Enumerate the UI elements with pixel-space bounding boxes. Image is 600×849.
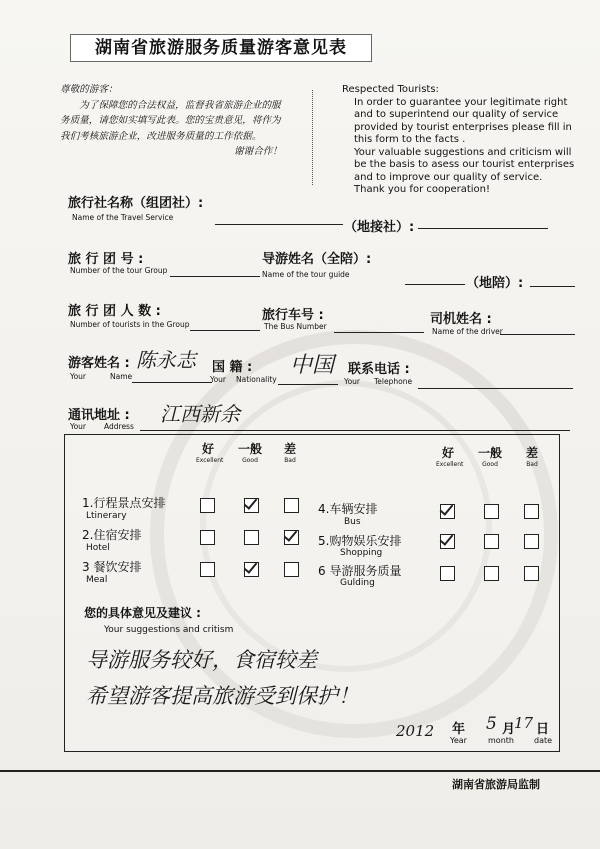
bus-number-label: 旅行车号 : [262, 308, 324, 323]
address-label-en-a: Your [70, 422, 87, 431]
driver-name-label-en: Name of the driver [432, 327, 503, 336]
date-year-cn: 年 [452, 722, 466, 737]
intro-en-p2: Your valuable suggestions and criticism will be the basis to asess our tourist enterprises and to improve our quality of service. [354, 146, 575, 183]
nationality-label: 国 籍 : [212, 360, 253, 375]
checkbox-itinerary-bad[interactable] [284, 498, 299, 513]
address-value[interactable]: 江西新余 [160, 402, 240, 426]
checkbox-bus-bad[interactable] [524, 504, 539, 519]
nationality-label-en-a: Your [210, 375, 227, 384]
tourist-name-label-en-a: Your [70, 372, 87, 381]
date-day-en: date [534, 736, 553, 745]
form-title: 湖南省旅游服务质量游客意见表 [70, 34, 372, 62]
checkbox-hotel-bad[interactable] [284, 530, 299, 545]
intro-divider [312, 90, 313, 185]
intro-en-greeting: Respected Tourists: [342, 84, 439, 95]
rating-item-shopping-label-en: Shopping [340, 548, 383, 558]
date-month-en: month [488, 736, 514, 745]
group-size-label: 旅 行 团 人 数 : [68, 304, 161, 319]
intro-cn-thanks: 谢谢合作！ [234, 146, 282, 157]
local-agency-field[interactable] [418, 228, 548, 229]
nationality-value[interactable]: 中国 [290, 353, 335, 378]
rating-header-excellent-left: 好 Excellent [196, 442, 224, 464]
checkbox-hotel-good[interactable] [244, 530, 259, 545]
checkbox-itinerary-excellent[interactable] [200, 498, 215, 513]
rating-item-meal-label-en: Meal [86, 575, 108, 585]
checkbox-shopping-excellent[interactable] [440, 534, 455, 549]
checkbox-guiding-bad[interactable] [524, 566, 539, 581]
checkbox-shopping-good[interactable] [484, 534, 499, 549]
intro-cn-body: 为了保障您的合法权益，监督我省旅游企业的服务质量，请您如实填写此表。您的宝贵意见，将作为我们考核旅游企业，改进服务质量的工作依据。 [60, 99, 281, 142]
agency-field[interactable] [215, 224, 343, 225]
rating-item-meal-label: 3 餐饮安排 [82, 560, 142, 574]
checkbox-bus-good[interactable] [484, 504, 499, 519]
rating-item-hotel-label: 2.住宿安排 [82, 528, 142, 542]
group-size-label-en: Number of tourists in the Group [70, 320, 190, 329]
checkbox-meal-excellent[interactable] [200, 562, 215, 577]
checkbox-guiding-good[interactable] [484, 566, 499, 581]
telephone-label: 联系电话 : [348, 362, 410, 377]
checkbox-shopping-bad[interactable] [524, 534, 539, 549]
driver-name-field[interactable] [500, 334, 575, 335]
bus-number-field[interactable] [334, 332, 424, 333]
rating-item-guiding-label: 6 导游服务质量 [318, 564, 402, 578]
tour-group-field[interactable] [170, 276, 260, 277]
date-year-value[interactable]: 2012 [396, 722, 435, 740]
local-agency-label: （地接社）: [344, 220, 415, 235]
footer-issuer: 湖南省旅游局监制 [452, 778, 540, 791]
rating-item-guiding-label-en: Gulding [340, 578, 375, 588]
suggestion-line-1[interactable]: 导游服务较好，食宿较差 [86, 648, 317, 672]
tour-group-label: 旅 行 团 号 : [68, 252, 144, 267]
telephone-label-en-a: Your [344, 377, 361, 386]
suggestions-label: 您的具体意见及建议 : [84, 606, 201, 620]
tourist-name-value[interactable]: 陈永志 [136, 348, 196, 372]
bus-number-label-en: The Bus Number [264, 322, 327, 331]
agency-label: 旅行社名称（组团社）: [68, 196, 204, 211]
address-label-en-b: Address [104, 422, 134, 431]
checkbox-meal-good[interactable] [244, 562, 259, 577]
rating-header-good-right: 一般 Good [477, 446, 502, 468]
agency-label-en: Name of the Travel Service [72, 213, 174, 222]
telephone-field[interactable] [418, 388, 573, 389]
nationality-field[interactable] [278, 384, 338, 385]
tourist-name-label-en-b: Name [110, 372, 133, 381]
intro-en-p1: In order to guarantee your legitimate right and to superintend our quality of service provided by tourist enterprises please fill in this form to the facts . [354, 96, 572, 145]
address-field[interactable] [140, 430, 570, 431]
rating-header-good-left: 一般 Good [237, 442, 262, 464]
date-day-value[interactable]: 17 [514, 714, 534, 732]
footer-divider [0, 770, 600, 772]
guide-name-label-en: Name of the tour guide [262, 270, 350, 279]
local-guide-label: （地陪）: [466, 276, 524, 291]
suggestion-line-2[interactable]: 希望游客提高旅游受到保护！ [86, 684, 359, 708]
intro-cn-greeting: 尊敬的游客： [60, 84, 118, 95]
rating-item-itinerary-label-en: Ltinerary [86, 511, 127, 521]
rating-header-bad-right: 差 Bad [525, 446, 538, 468]
checkbox-itinerary-good[interactable] [244, 498, 259, 513]
rating-item-hotel-label-en: Hotel [86, 543, 110, 553]
checkbox-meal-bad[interactable] [284, 562, 299, 577]
nationality-label-en-b: Nationality [236, 375, 277, 384]
intro-en-p3: Thank you for cooperation! [354, 184, 491, 195]
tourist-name-label: 游客姓名 : [68, 356, 130, 371]
rating-item-bus-label-en: Bus [344, 517, 361, 527]
rating-item-shopping-label: 5.购物娱乐安排 [318, 534, 402, 548]
date-year-en: Year [450, 736, 467, 745]
group-size-field[interactable] [190, 330, 260, 331]
date-month-value[interactable]: 5 [486, 714, 497, 734]
rating-header-bad-left: 差 Bad [283, 442, 296, 464]
intro-english [342, 84, 582, 197]
date-month-cn: 月 [502, 722, 516, 737]
guide-name-label: 导游姓名（全陪）: [262, 252, 372, 267]
telephone-label-en-b: Telephone [374, 377, 413, 386]
intro-chinese [60, 82, 290, 160]
tourist-name-field[interactable] [132, 382, 212, 383]
rating-item-itinerary-label: 1.行程景点安排 [82, 496, 166, 510]
driver-name-label: 司机姓名 : [430, 312, 492, 327]
rating-item-bus-label: 4.车辆安排 [318, 502, 378, 516]
suggestions-label-en: Your suggestions and critism [104, 625, 234, 635]
checkbox-bus-excellent[interactable] [440, 504, 455, 519]
checkbox-guiding-excellent[interactable] [440, 566, 455, 581]
rating-header-excellent-right: 好 Excellent [436, 446, 464, 468]
tour-group-label-en: Number of the tour Group [70, 266, 168, 275]
address-label: 通讯地址 : [68, 408, 130, 423]
local-guide-field[interactable] [530, 286, 575, 287]
checkbox-hotel-excellent[interactable] [200, 530, 215, 545]
guide-name-field[interactable] [405, 284, 465, 285]
date-day-cn: 日 [536, 722, 550, 737]
